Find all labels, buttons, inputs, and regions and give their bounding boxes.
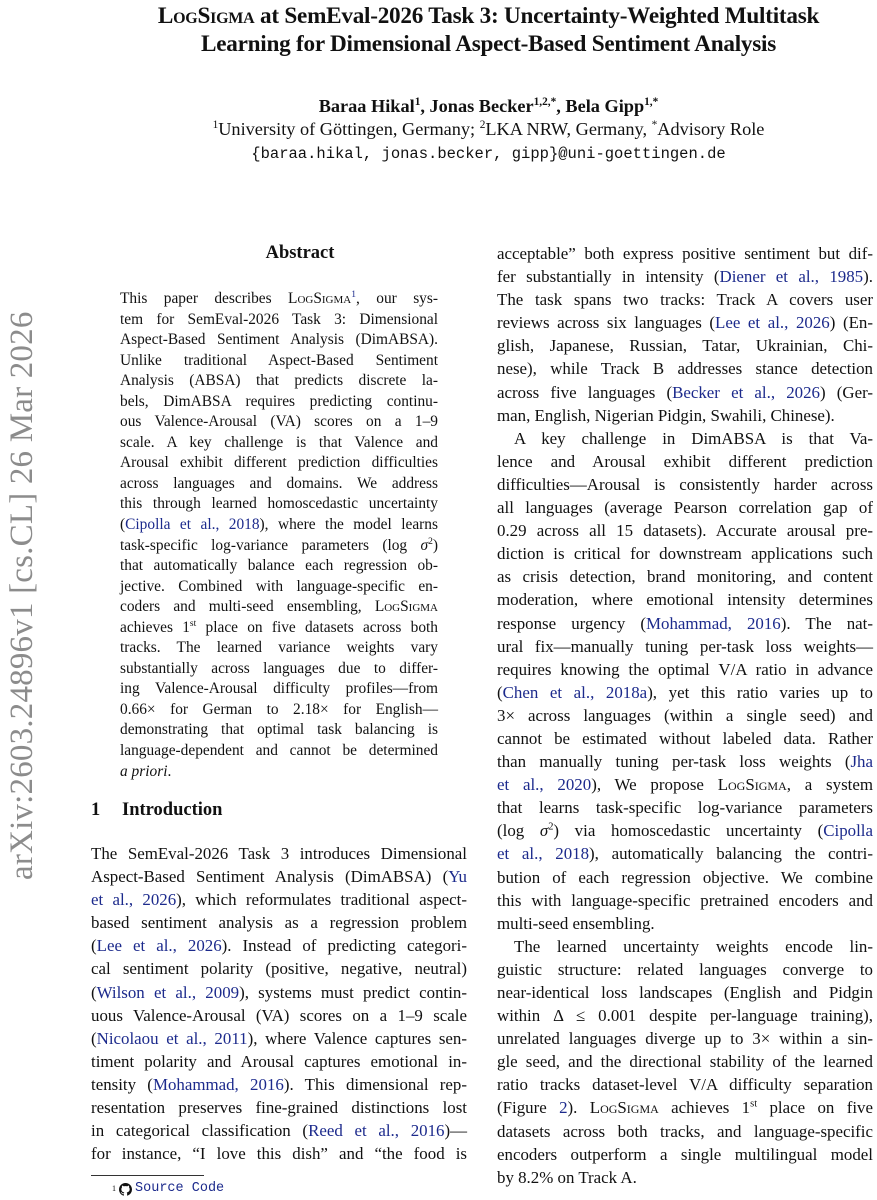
text-line: unrelated languages diverge up to 3× within a sin- <box>497 1029 873 1049</box>
text-line: response urgency (Mohammad, 2016). The nat- <box>497 613 874 633</box>
text-line: scale. A key challenge is that Valence and <box>120 433 438 451</box>
footnote: 1 Source Code <box>112 1181 225 1196</box>
footnote-rule <box>91 1175 204 1176</box>
text-line: ratio tracks dataset-level V/A difficulty separation <box>497 1075 873 1095</box>
text-line: (Nicolaou et al., 2011), where Valence captures sen- <box>91 1028 467 1048</box>
text-line: resentation preserves fine-grained distinctions lost <box>91 1098 467 1118</box>
citation-link[interactable]: et al., 2018 <box>497 844 590 864</box>
author-list: Baraa Hikal$^1$, Jonas Becker$^{1,2,*}$, Bela Gipp$^{1,*}$ <box>318 95 659 116</box>
text-line: man, English, Nigerian Pidgin, Swahili, Chinese). <box>497 405 835 425</box>
text-line: by 8.2% on Track A. <box>497 1167 637 1187</box>
text-line: cannot be estimated without labeled data. Rather <box>497 728 873 748</box>
citation-link[interactable]: Nicolaou et al., 2011 <box>96 1028 248 1048</box>
abstract-heading: Abstract <box>265 243 335 263</box>
text-line: et al., 2018), automatically balancing the contri- <box>497 844 873 864</box>
text-line: achieves 1st place on five datasets across both <box>120 617 438 636</box>
text-line: reviews across six languages (Lee et al., 2026) (En- <box>497 313 873 333</box>
text-line: in categorical classification (Reed et al., 2016)— <box>91 1121 467 1141</box>
text-line: The SemEval-2026 Task 3 introduces Dimensional <box>91 844 467 863</box>
text-line: demonstrating that optimal task balancing is <box>120 721 438 739</box>
text-line: 3× across languages (within a single seed) and <box>497 705 873 725</box>
system-name: LogSigma <box>157 3 255 29</box>
author: Baraa Hikal$^1$ <box>318 95 421 116</box>
text-line: tensity (Mohammad, 2016). This dimensional rep- <box>91 1074 467 1094</box>
citation-link[interactable]: Becker et al., 2026 <box>672 382 820 402</box>
arxiv-stamp: arXiv:2603.24896v1 [cs.CL] 26 Mar 2026 <box>4 311 40 880</box>
text-line: et al., 2020), We propose LogSigma, a system <box>497 775 873 795</box>
author: Bela Gipp$^{1,*}$ <box>565 95 659 116</box>
citation-link[interactable]: et al., 2020 <box>497 775 592 795</box>
system-name: LogSigma <box>589 1098 659 1118</box>
text-line: difficulties—Arousal is consistently harder across <box>497 474 873 494</box>
text-line: substantially across languages due to differ- <box>120 659 438 677</box>
text-line: glish, Japanese, Russian, Tatar, Ukrainian, Chi- <box>497 336 873 356</box>
text-line: this through learned homoscedastic uncertainty <box>120 495 438 513</box>
citation-link[interactable]: Cipolla et al., 2018 <box>125 516 260 534</box>
text-line: (log $\sigma^2$) via homoscedastic uncertainty (Cipolla <box>497 821 873 841</box>
citation-link[interactable]: Chen et al., 2018a <box>502 682 648 702</box>
system-name: LogSigma <box>374 598 438 616</box>
text-line: uous Valence-Arousal (VA) scores on a 1–9 scale <box>91 1005 467 1025</box>
text-line: based sentiment analysis as a regression problem <box>91 913 467 933</box>
text-line: Arousal exhibit different prediction difficulties <box>120 454 438 472</box>
text-line: 0.29 across all 15 datasets). Accurate arousal pre- <box>497 521 873 541</box>
text-line: across five languages (Becker et al., 2026) (Ger- <box>497 382 873 402</box>
text-line: near-identical loss landscapes (English and Pidgin <box>497 983 873 1002</box>
text-line: The learned uncertainty weights encode lin- <box>514 936 873 956</box>
citation-link[interactable]: Yu <box>448 867 467 887</box>
text-line: requires knowing the optimal V/A ratio in advance <box>497 659 873 679</box>
text-line: The task spans two tracks: Track A covers user <box>497 290 873 310</box>
citation-link[interactable]: Wilson et al., 2009 <box>96 982 240 1002</box>
github-icon <box>119 1183 132 1196</box>
text-line: Aspect-Based Sentiment Analysis (DimABSA) (Yu <box>91 867 467 887</box>
text-line: bels, DimABSA requires predicting continu- <box>120 392 438 410</box>
text-line: that learns task-specific log-variance parameters <box>497 798 873 818</box>
citation-link[interactable]: Mohammad, 2016 <box>646 613 781 633</box>
text-line: across languages and domains. We address <box>120 474 438 492</box>
text-line: than manually tuning per-task loss weights (Jha <box>497 752 873 772</box>
text-line: nese), while Track B addresses stance detection <box>497 359 873 379</box>
text-line: a priori. <box>120 762 172 780</box>
author: Jonas Becker$^{1,2,*}$ <box>429 95 557 116</box>
text-line: lence and Arousal exhibit different prediction <box>497 451 873 471</box>
section-heading-introduction: 1 Introduction <box>91 800 223 820</box>
text-line: bution of each regression objective. We combine <box>497 867 873 887</box>
text-line: (Wilson et al., 2009), systems must predict contin- <box>91 982 468 1002</box>
text-line: Aspect-Based Sentiment Analysis (DimABSA). <box>120 331 438 349</box>
text-line: (Figure 2). LogSigma achieves 1st place on five <box>497 1098 873 1118</box>
paragraph <box>497 242 873 427</box>
text-line: for instance, “I love this dish” and “the food is <box>91 1144 467 1164</box>
paragraph <box>497 427 873 935</box>
paragraph <box>497 935 873 1189</box>
text-line: acceptable” both express positive sentiment but dif- <box>497 244 873 263</box>
text-line: (Chen et al., 2018a), yet this ratio varies up to <box>497 682 873 702</box>
citation-link[interactable]: Diener et al., 1985 <box>719 267 864 287</box>
text-line: cal sentiment polarity (positive, negative, neutral) <box>91 959 467 979</box>
text-line: (Lee et al., 2026). Instead of predicting categori- <box>91 936 467 956</box>
text-line: fer substantially in intensity (Diener et al., 1985). <box>497 267 873 287</box>
text-line: language-dependent and cannot be determined <box>120 742 438 760</box>
text-line: ous Valence-Arousal (VA) scores on a 1–9 <box>120 413 438 431</box>
abstract-body <box>120 289 438 782</box>
citation-link[interactable]: Reed et al., 2016 <box>308 1121 445 1141</box>
text-line: that automatically balance each regression ob- <box>120 557 438 575</box>
citation-link[interactable]: Jha <box>850 752 873 772</box>
text-line: within Δ ≤ 0.001 despite per-language training), <box>497 1006 873 1026</box>
text-line: as crisis detection, brand monitoring, and content <box>497 567 873 587</box>
source-code-link[interactable]: Source Code <box>135 1181 225 1196</box>
text-line: timent polarity and Arousal captures emotional in- <box>91 1051 467 1071</box>
author-emails: {baraa.hikal, jonas.becker, gipp}@uni-goettingen.de <box>251 145 726 163</box>
text-line: multi-seed ensembling. <box>497 913 655 933</box>
text-line: datasets across both tracks, and language-specific <box>497 1121 873 1141</box>
text-line: A key challenge in DimABSA is that Va- <box>514 428 873 448</box>
text-line: ural fix—manually tuning per-task loss weights— <box>497 636 873 656</box>
text-line: coders and multi-seed ensembling, LogSigma <box>120 598 438 616</box>
intro-right-column <box>497 242 873 1189</box>
text-line: moderation, where emotional intensity determines <box>497 590 873 610</box>
text-line: jective. Combined with language-specific en- <box>120 577 438 595</box>
text-line: et al., 2026), which reformulates traditional aspect- <box>91 890 467 910</box>
text-line: encoders outperform a single multilingual model <box>497 1144 873 1164</box>
text-line: this with language-specific pretrained encoders and <box>497 890 873 910</box>
citation-link[interactable]: Lee et al., 2026 <box>96 936 222 956</box>
citation-link[interactable]: Cipolla <box>823 821 873 841</box>
citation-link[interactable]: Mohammad, 2016 <box>152 1074 284 1094</box>
text-line: This paper describes LogSigma$^1$, our sys- <box>120 288 438 307</box>
text-line: 0.66× for German to 2.18× for English— <box>120 700 438 718</box>
paper-title: LogSigma at SemEval-2026 Task 3: Uncertainty-Weighted Multitask Learning for Dimensional Aspect-Based Sentiment Analysis <box>157 3 820 57</box>
citation-link[interactable]: Lee et al., 2026 <box>715 313 830 333</box>
figure-ref-link[interactable]: 2 <box>559 1098 568 1118</box>
text-line: guistic structure: related languages converge to <box>497 959 873 979</box>
text-line: tem for SemEval-2026 Task 3: Dimensional <box>120 310 438 328</box>
text-line: ing Valence-Arousal difficulty profiles—from <box>120 680 438 698</box>
text-line: (Cipolla et al., 2018), where the model learns <box>120 516 438 534</box>
text-line: tracks. The learned variance weights vary <box>120 639 438 657</box>
affiliations: $^1$University of Göttingen, Germany; $^2$LKA NRW, Germany, *Advisory Role <box>212 118 765 139</box>
text-line: diction is critical for downstream applications such <box>497 544 873 564</box>
text-line: Analysis (ABSA) that predicts discrete la- <box>120 372 438 390</box>
text-line: all languages (average Pearson correlation gap of <box>497 498 873 518</box>
text-line: gle seed, and the directional stability of the learned <box>497 1052 873 1072</box>
citation-link[interactable]: et al., 2026 <box>91 890 177 910</box>
text-line: Unlike traditional Aspect-Based Sentiment <box>120 351 438 369</box>
intro-left-column <box>91 842 467 1165</box>
system-name: LogSigma <box>717 775 787 795</box>
system-name: LogSigma <box>288 290 352 307</box>
text-line: task-specific log-variance parameters (log $\sigma^2$) <box>120 535 438 554</box>
